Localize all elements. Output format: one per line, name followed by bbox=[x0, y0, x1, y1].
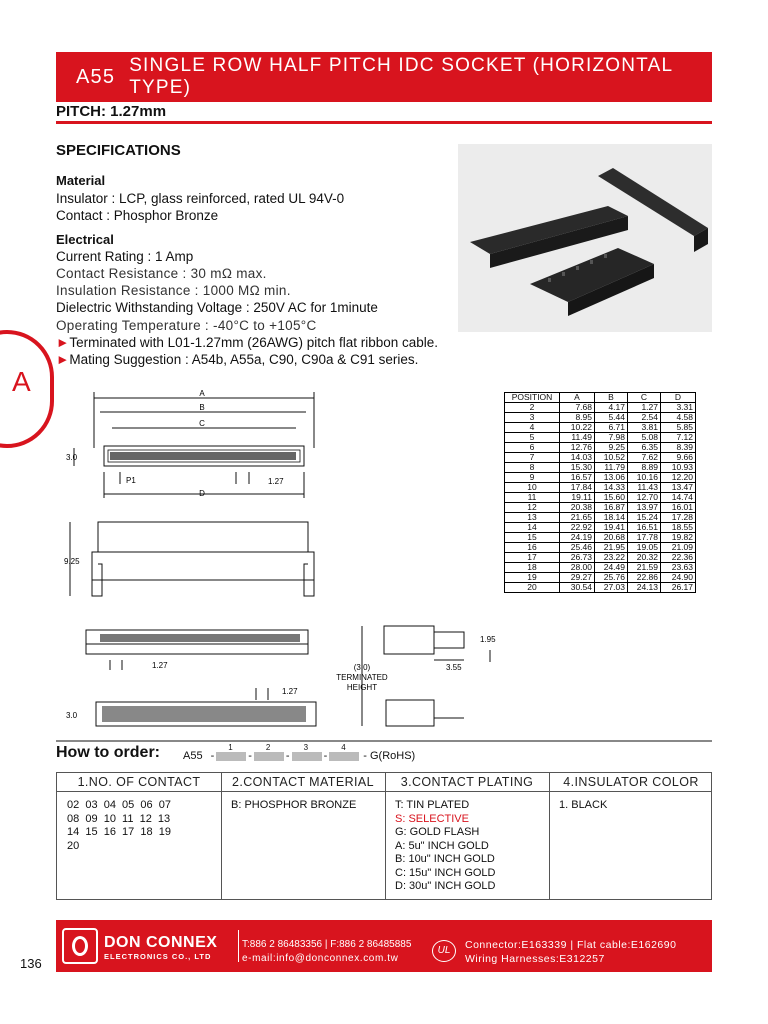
table-header: D bbox=[661, 393, 696, 403]
plating-tin: T: TIN PLATED bbox=[395, 799, 470, 811]
table-row bbox=[505, 573, 696, 583]
table-cell: 8.89 bbox=[628, 463, 661, 473]
table-cell: 7.12 bbox=[661, 433, 696, 443]
table-cell: 11.43 bbox=[628, 483, 661, 493]
product-code: A55 bbox=[76, 65, 116, 88]
table-row bbox=[505, 443, 696, 453]
table-cell: 17.84 bbox=[560, 483, 595, 493]
table-row bbox=[505, 583, 696, 593]
table-cell: 17.78 bbox=[628, 533, 661, 543]
table-cell: 5 bbox=[505, 433, 560, 443]
table-cell: 11.79 bbox=[595, 463, 628, 473]
table-cell: 10.16 bbox=[628, 473, 661, 483]
table-cell: 17.28 bbox=[661, 513, 696, 523]
table-row bbox=[505, 553, 696, 563]
dim-a: A bbox=[199, 389, 205, 398]
table-row bbox=[505, 493, 696, 503]
table-cell: 16.01 bbox=[661, 503, 696, 513]
title-banner bbox=[56, 52, 712, 102]
insulation-resistance-spec: Insulation Resistance : 1000 MΩ min. bbox=[56, 283, 291, 298]
table-row bbox=[505, 483, 696, 493]
table-cell: 14.74 bbox=[661, 493, 696, 503]
table-cell: 9.25 bbox=[595, 443, 628, 453]
dim-p1: P1 bbox=[126, 476, 136, 485]
table-cell: 14.33 bbox=[595, 483, 628, 493]
table-cell: 12 bbox=[505, 503, 560, 513]
table-cell: 22.36 bbox=[661, 553, 696, 563]
table-cell: 6.71 bbox=[595, 423, 628, 433]
specifications-heading: SPECIFICATIONS bbox=[56, 142, 181, 159]
dim-355: 3.55 bbox=[446, 663, 462, 672]
table-cell: 2 bbox=[505, 403, 560, 413]
table-cell: 12.70 bbox=[628, 493, 661, 503]
dim-pitch-bottom: 1.27 bbox=[282, 687, 298, 696]
ul-icon: UL bbox=[432, 940, 456, 962]
table-cell: 22.86 bbox=[628, 573, 661, 583]
order-slot-1: 1 bbox=[228, 742, 233, 752]
table-cell: 9.66 bbox=[661, 453, 696, 463]
electrical-heading: Electrical bbox=[56, 232, 114, 247]
table-cell: 7 bbox=[505, 453, 560, 463]
table-cell: 24.13 bbox=[628, 583, 661, 593]
table-header: POSITION bbox=[505, 393, 560, 403]
table-cell: 5.08 bbox=[628, 433, 661, 443]
table-cell: 10.22 bbox=[560, 423, 595, 433]
table-cell: 18 bbox=[505, 563, 560, 573]
table-row bbox=[505, 503, 696, 513]
temperature-spec: Operating Temperature : -40°C to +105°C bbox=[56, 318, 317, 333]
page-title: SINGLE ROW HALF PITCH IDC SOCKET (HORIZONTAL TYPE) bbox=[129, 55, 673, 98]
table-row bbox=[505, 473, 696, 483]
table-cell: 6.35 bbox=[628, 443, 661, 453]
table-header: A bbox=[560, 393, 595, 403]
order-col-color: 4.INSULATOR COLOR bbox=[563, 775, 699, 789]
color-options: 1. BLACK bbox=[559, 799, 608, 811]
table-cell: 3.81 bbox=[628, 423, 661, 433]
section-tab bbox=[0, 330, 54, 448]
dim-b: B bbox=[199, 403, 205, 412]
plating-options: G: GOLD FLASH A: 5u" INCH GOLD B: 10u" INCH GOLD C: 15u" INCH GOLD D: 30u" INCH GOLD bbox=[395, 826, 496, 892]
order-table bbox=[56, 772, 712, 900]
pitch-label: PITCH: 1.27mm bbox=[56, 103, 167, 120]
section-tab-label: A bbox=[12, 366, 31, 397]
table-cell: 2.54 bbox=[628, 413, 661, 423]
table-row bbox=[505, 423, 696, 433]
table-cell: 8.39 bbox=[661, 443, 696, 453]
table-cell: 8 bbox=[505, 463, 560, 473]
brand-name: DON CONNEX bbox=[104, 934, 218, 951]
footer-bar bbox=[56, 920, 712, 972]
table-cell: 4.17 bbox=[595, 403, 628, 413]
bullet-icon: ► bbox=[56, 335, 70, 350]
order-col-material: 2.CONTACT MATERIAL bbox=[232, 775, 374, 789]
table-cell: 12.76 bbox=[560, 443, 595, 453]
contact-options: 02 03 04 05 06 07 08 09 10 11 12 13 14 15 16 17 18 19 20 bbox=[67, 799, 171, 852]
table-cell: 25.76 bbox=[595, 573, 628, 583]
table-cell: 21.65 bbox=[560, 513, 595, 523]
table-row bbox=[505, 543, 696, 553]
dim-d: D bbox=[199, 489, 205, 498]
mating-text: Mating Suggestion : A54b, A55a, C90, C90a & C91 series. bbox=[69, 352, 419, 367]
table-cell: 7.98 bbox=[595, 433, 628, 443]
table-header: C bbox=[628, 393, 661, 403]
contact-spec: Contact : Phosphor Bronze bbox=[56, 208, 219, 223]
table-cell: 7.62 bbox=[628, 453, 661, 463]
material-heading: Material bbox=[56, 173, 106, 188]
table-cell: 10 bbox=[505, 483, 560, 493]
terminated-text: Terminated with L01-1.27mm (26AWG) pitch flat ribbon cable. bbox=[69, 335, 439, 350]
email: e-mail:info@donconnex.com.tw bbox=[242, 953, 399, 964]
table-cell: 20.68 bbox=[595, 533, 628, 543]
dim-925: 9.25 bbox=[64, 557, 80, 566]
table-cell: 19.82 bbox=[661, 533, 696, 543]
table-cell: 3 bbox=[505, 413, 560, 423]
table-cell: 18.55 bbox=[661, 523, 696, 533]
table-row bbox=[505, 413, 696, 423]
table-cell: 10.93 bbox=[661, 463, 696, 473]
terminated-height-3: HEIGHT bbox=[346, 683, 378, 692]
table-cell: 23.63 bbox=[661, 563, 696, 573]
table-cell: 17 bbox=[505, 553, 560, 563]
insulator-spec: Insulator : LCP, glass reinforced, rated UL 94V-0 bbox=[56, 191, 345, 206]
dim-pitch-top: 1.27 bbox=[268, 477, 284, 486]
position-table bbox=[504, 392, 696, 593]
table-row bbox=[505, 523, 696, 533]
table-cell: 22.92 bbox=[560, 523, 595, 533]
plating-selective: S: SELECTIVE bbox=[395, 812, 469, 825]
table-row bbox=[505, 463, 696, 473]
table-row bbox=[505, 433, 696, 443]
table-row bbox=[505, 513, 696, 523]
table-cell: 15.30 bbox=[560, 463, 595, 473]
order-col-plating: 3.CONTACT PLATING bbox=[400, 775, 534, 789]
table-cell: 19.05 bbox=[628, 543, 661, 553]
technical-drawing bbox=[56, 388, 500, 738]
table-cell: 5.44 bbox=[595, 413, 628, 423]
terminated-note bbox=[56, 335, 438, 350]
table-cell: 28.00 bbox=[560, 563, 595, 573]
table-cell: 13.47 bbox=[661, 483, 696, 493]
table-cell: 29.27 bbox=[560, 573, 595, 583]
table-cell: 13 bbox=[505, 513, 560, 523]
table-cell: 23.22 bbox=[595, 553, 628, 563]
table-header: B bbox=[595, 393, 628, 403]
table-cell: 19.41 bbox=[595, 523, 628, 533]
table-cell: 15.24 bbox=[628, 513, 661, 523]
table-cell: 24.19 bbox=[560, 533, 595, 543]
table-cell: 14 bbox=[505, 523, 560, 533]
table-header-row bbox=[505, 393, 696, 403]
table-cell: 24.49 bbox=[595, 563, 628, 573]
dim-195: 1.95 bbox=[480, 635, 496, 644]
table-cell: 21.59 bbox=[628, 563, 661, 573]
table-cell: 24.90 bbox=[661, 573, 696, 583]
table-cell: 16.87 bbox=[595, 503, 628, 513]
table-cell: 16 bbox=[505, 543, 560, 553]
table-cell: 19.11 bbox=[560, 493, 595, 503]
table-cell: 19 bbox=[505, 573, 560, 583]
table-cell: 16.51 bbox=[628, 523, 661, 533]
phone-fax: T:886 2 86483356 | F:886 2 86485885 bbox=[242, 939, 412, 950]
table-cell: 27.03 bbox=[595, 583, 628, 593]
table-cell: 4 bbox=[505, 423, 560, 433]
table-cell: 14.03 bbox=[560, 453, 595, 463]
table-cell: 15.60 bbox=[595, 493, 628, 503]
table-cell: 3.31 bbox=[661, 403, 696, 413]
table-cell: 16.57 bbox=[560, 473, 595, 483]
divider bbox=[56, 121, 712, 124]
order-slot-3: 3 bbox=[303, 742, 309, 752]
table-cell: 6 bbox=[505, 443, 560, 453]
order-code: A55 - 1 - 2 - 3 - 4 - G(RoHS) bbox=[183, 742, 416, 762]
mating-note bbox=[56, 352, 418, 367]
dim-height-top: 3.0 bbox=[66, 453, 78, 462]
product-photo bbox=[458, 144, 712, 332]
order-col-contact: 1.NO. OF CONTACT bbox=[77, 775, 201, 789]
table-cell: 30.54 bbox=[560, 583, 595, 593]
table-cell: 18.14 bbox=[595, 513, 628, 523]
table-cell: 11 bbox=[505, 493, 560, 503]
material-options: B: PHOSPHOR BRONZE bbox=[231, 799, 357, 811]
table-row bbox=[505, 403, 696, 413]
table-cell: 1.27 bbox=[628, 403, 661, 413]
table-cell: 5.85 bbox=[661, 423, 696, 433]
logo-icon bbox=[62, 928, 98, 964]
connector-cert: Connector:E163339 | Flat cable:E162690 bbox=[465, 939, 677, 951]
table-cell: 26.73 bbox=[560, 553, 595, 563]
how-to-order-heading: How to order: bbox=[56, 744, 160, 761]
dielectric-spec: Dielectric Withstanding Voltage : 250V AC for 1minute bbox=[56, 300, 378, 315]
table-row bbox=[505, 533, 696, 543]
dim-c: C bbox=[199, 419, 205, 428]
order-divider bbox=[56, 740, 712, 742]
brand-sub: ELECTRONICS CO., LTD bbox=[104, 952, 212, 961]
table-cell: 26.17 bbox=[661, 583, 696, 593]
order-slot-4: 4 bbox=[341, 742, 346, 752]
table-cell: 8.95 bbox=[560, 413, 595, 423]
table-cell: 11.49 bbox=[560, 433, 595, 443]
contact-resistance-spec: Contact Resistance : 30 mΩ max. bbox=[56, 266, 267, 281]
table-cell: 13.97 bbox=[628, 503, 661, 513]
dim-pitch-front: 1.27 bbox=[152, 661, 168, 670]
table-cell: 12.20 bbox=[661, 473, 696, 483]
table-row bbox=[505, 563, 696, 573]
order-suffix: - G(RoHS) bbox=[363, 750, 416, 762]
table-cell: 25.46 bbox=[560, 543, 595, 553]
table-cell: 21.95 bbox=[595, 543, 628, 553]
harness-cert: Wiring Harnesses:E312257 bbox=[465, 953, 605, 965]
table-cell: 15 bbox=[505, 533, 560, 543]
page-number: 136 bbox=[20, 956, 42, 971]
terminated-height-2: TERMINATED bbox=[336, 673, 388, 682]
table-cell: 20.38 bbox=[560, 503, 595, 513]
table-row bbox=[505, 453, 696, 463]
table-cell: 20 bbox=[505, 583, 560, 593]
table-cell: 7.68 bbox=[560, 403, 595, 413]
dim-height-bottom: 3.0 bbox=[66, 711, 78, 720]
table-cell: 9 bbox=[505, 473, 560, 483]
table-cell: 21.09 bbox=[661, 543, 696, 553]
table-cell: 20.32 bbox=[628, 553, 661, 563]
bullet-icon: ► bbox=[56, 352, 70, 367]
current-spec: Current Rating : 1 Amp bbox=[56, 249, 194, 264]
terminated-height-1: (3.0) bbox=[353, 663, 371, 672]
order-slot-2: 2 bbox=[265, 742, 271, 752]
table-cell: 4.58 bbox=[661, 413, 696, 423]
table-cell: 13.06 bbox=[595, 473, 628, 483]
order-prefix: A55 bbox=[183, 750, 203, 762]
table-cell: 10.52 bbox=[595, 453, 628, 463]
